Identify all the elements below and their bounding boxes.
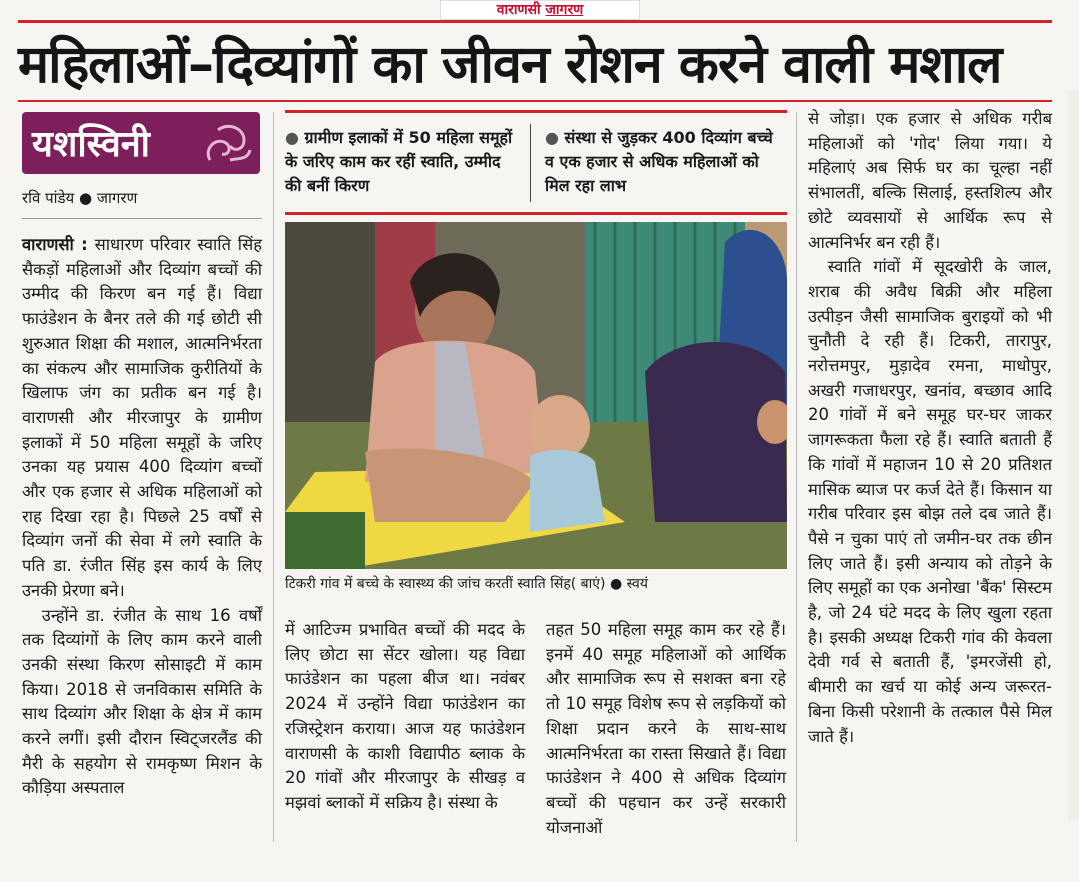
byline <box>22 188 262 208</box>
masthead <box>440 0 640 20</box>
highlight-divider <box>530 124 531 202</box>
body-paragraph: उन्होंने डा. रंजीत के साथ 16 वर्षों तक दिव्यांगों के लिए काम करने वाली उनकी संस्था किरण सोसाइटी में काम किया। 2018 से जनविकास समिति के साथ दिव्यांग और शिक्षा के क्षेत्र में काम करने लगीं। इसी दौरान स्विट्जरलैंड की मैरी के सहयोग से रामकृष्ण मिशन के कौड़िया अस्पताल <box>22 605 262 798</box>
masthead-city: वाराणसी <box>496 2 541 18</box>
headline: महिलाओं–दिव्यांगों का जीवन रोशन करने वाली मशाल <box>18 35 1002 95</box>
highlights-top-rule <box>285 110 787 113</box>
column-brand-logo <box>22 112 260 174</box>
byline-author: रवि पांडेय <box>22 189 75 207</box>
body-column-1 <box>22 233 262 801</box>
bullet-icon: ● <box>285 128 305 147</box>
byline-rule <box>22 218 262 219</box>
column-rule <box>273 112 274 842</box>
highlight-1: ● ग्रामीण इलाकों में 50 महिला समूहों के जरिए काम कर रहीं स्वाति, उम्मीद की बनीं किरण <box>285 128 513 195</box>
body-paragraph: स्वाति गांवों में सूदखोरी के जाल, शराब की अवैध बिक्री और महिला उत्पीड़न जैसी सामाजिक बुराइयों को भी चुनौती दे रही हैं। टिकरी, तारापुर, नरोत्तमपुर, मुड़ादेव रमना, माधोपुर, अखरी गजाधरपुर, खनांव, बच्छाव आदि 20 गांवों में बने समूह घर-घर जाकर जागरूकता फैला रहे हैं। स्वाति बताती हैं कि गांवों में महाजन 10 से 20 प्रतिशत मासिक ब्याज पर कर्ज देते हैं। किसान या गरीब परिवार इस बोझ तले दब जाते हैं। पैसे न चुका पाएं तो जमीन-घर तक छीन लिए जाते हैं। इसी अन्याय को तोड़ने के लिए समूहों का एक अनोखा 'बैंक' सिस्टम है, जो 24 घंटे मदद के लिए खुला रहता है। इसकी अध्यक्ष टिकरी गांव की केवला देवी गर्व से बताती हैं, 'इमरजेंसी हो, बीमारी का खर्च या कोई अन्य जरूरत-बिना किसी परेशानी के तत्काल पैसे मिल जाते हैं। <box>808 257 1052 746</box>
highlight-2: ● संस्था से जुड़कर 400 दिव्यांग बच्चे व एक हजार से अधिक महिलाओं को मिल रहा लाभ <box>545 128 773 195</box>
photo-illustration <box>285 222 787 569</box>
bullet-icon: ● <box>79 189 97 207</box>
highlights-bottom-rule <box>285 212 787 215</box>
bullet-icon: ● <box>545 128 565 147</box>
column-brand-text: यशस्विनी <box>32 124 151 165</box>
body-paragraph: वाराणसी : साधारण परिवार स्वाति सिंह सैकड़ों महिलाओं और दिव्यांग बच्चों की उम्मीद की किरण बन गई हैं। विद्या फाउंडेशन के बैनर तले की गई छोटी सी शुरुआत शिक्षा की मशाल, आत्मनिर्भरता का संकल्प और सामाजिक कुरीतियों के खिलाफ जंग का प्रतीक बन गई है। वाराणसी और मीरजापुर के ग्रामीण इलाकों में 50 महिला समूहों के जरिए उनका यह प्रयास 400 दिव्यांग बच्चों और एक हजार से अधिक महिलाओं को राह दिखा रहा है। पिछले 25 वर्षों से दिव्यांग जनों की सेवा में लगे स्वाति के पति डा. रंजीत सिंह इस कार्य के लिए उनकी प्रेरणा बने। <box>22 235 263 600</box>
dateline: वाराणसी : <box>22 235 88 254</box>
headline-rule <box>18 100 1052 102</box>
body-column-3: तहत 50 महिला समूह काम कर रहे हैं। इनमें 40 समूह महिलाओं को आर्थिक और सामाजिक रूप से सशक्त बना रहे तो 10 समूह विशेष रूप से लड़कियों को शिक्षा प्रदान करने के साथ-साथ आत्मनिर्भरता का रास्ता सिखाते हैं। विद्या फाउंडेशन ने 400 से अधिक दिव्यांग बच्चों की पहचान कर उन्हें सरकारी योजनाओं <box>546 620 786 837</box>
news-photo <box>285 222 787 569</box>
body-column-4 <box>808 107 1052 749</box>
photo-caption: टिकरी गांव में बच्चे के स्वास्थ्य की जांच करतीं स्वाति सिंह( बाएं) ● स्वयं <box>285 576 648 592</box>
masthead-paper: जागरण <box>545 2 584 18</box>
page-edge <box>1068 90 1079 820</box>
byline-source: जागरण <box>96 189 138 207</box>
column-rule <box>796 112 797 842</box>
body-column-2: में आटिज्म प्रभावित बच्चों की मदद के लिए छोटा सा सेंटर खोला। यह विद्या फाउंडेशन का पहला बीज था। नवंबर 2024 में उन्होंने विद्या फाउंडेशन का रजिस्ट्रेशन कराया। आज यह फाउंडेशन वाराणसी के काशी विद्यापीठ ब्लाक के 20 गांवों और मीरजापुर के सीखड़ व मझवां ब्लाकों में सक्रिय है। संस्था के <box>285 620 525 812</box>
swirl-icon <box>200 120 254 166</box>
top-rule <box>18 20 1052 23</box>
body-paragraph: से जोड़ा। एक हजार से अधिक गरीब महिलाओं को 'गोद' लिया गया। ये महिलाएं अब सिर्फ घर का चूल्हा नहीं संभालतीं, बल्कि सिलाई, हस्तशिल्प और छोटे व्यवसायों से आर्थिक रूप से आत्मनिर्भर बन रही हैं। <box>808 109 1052 252</box>
